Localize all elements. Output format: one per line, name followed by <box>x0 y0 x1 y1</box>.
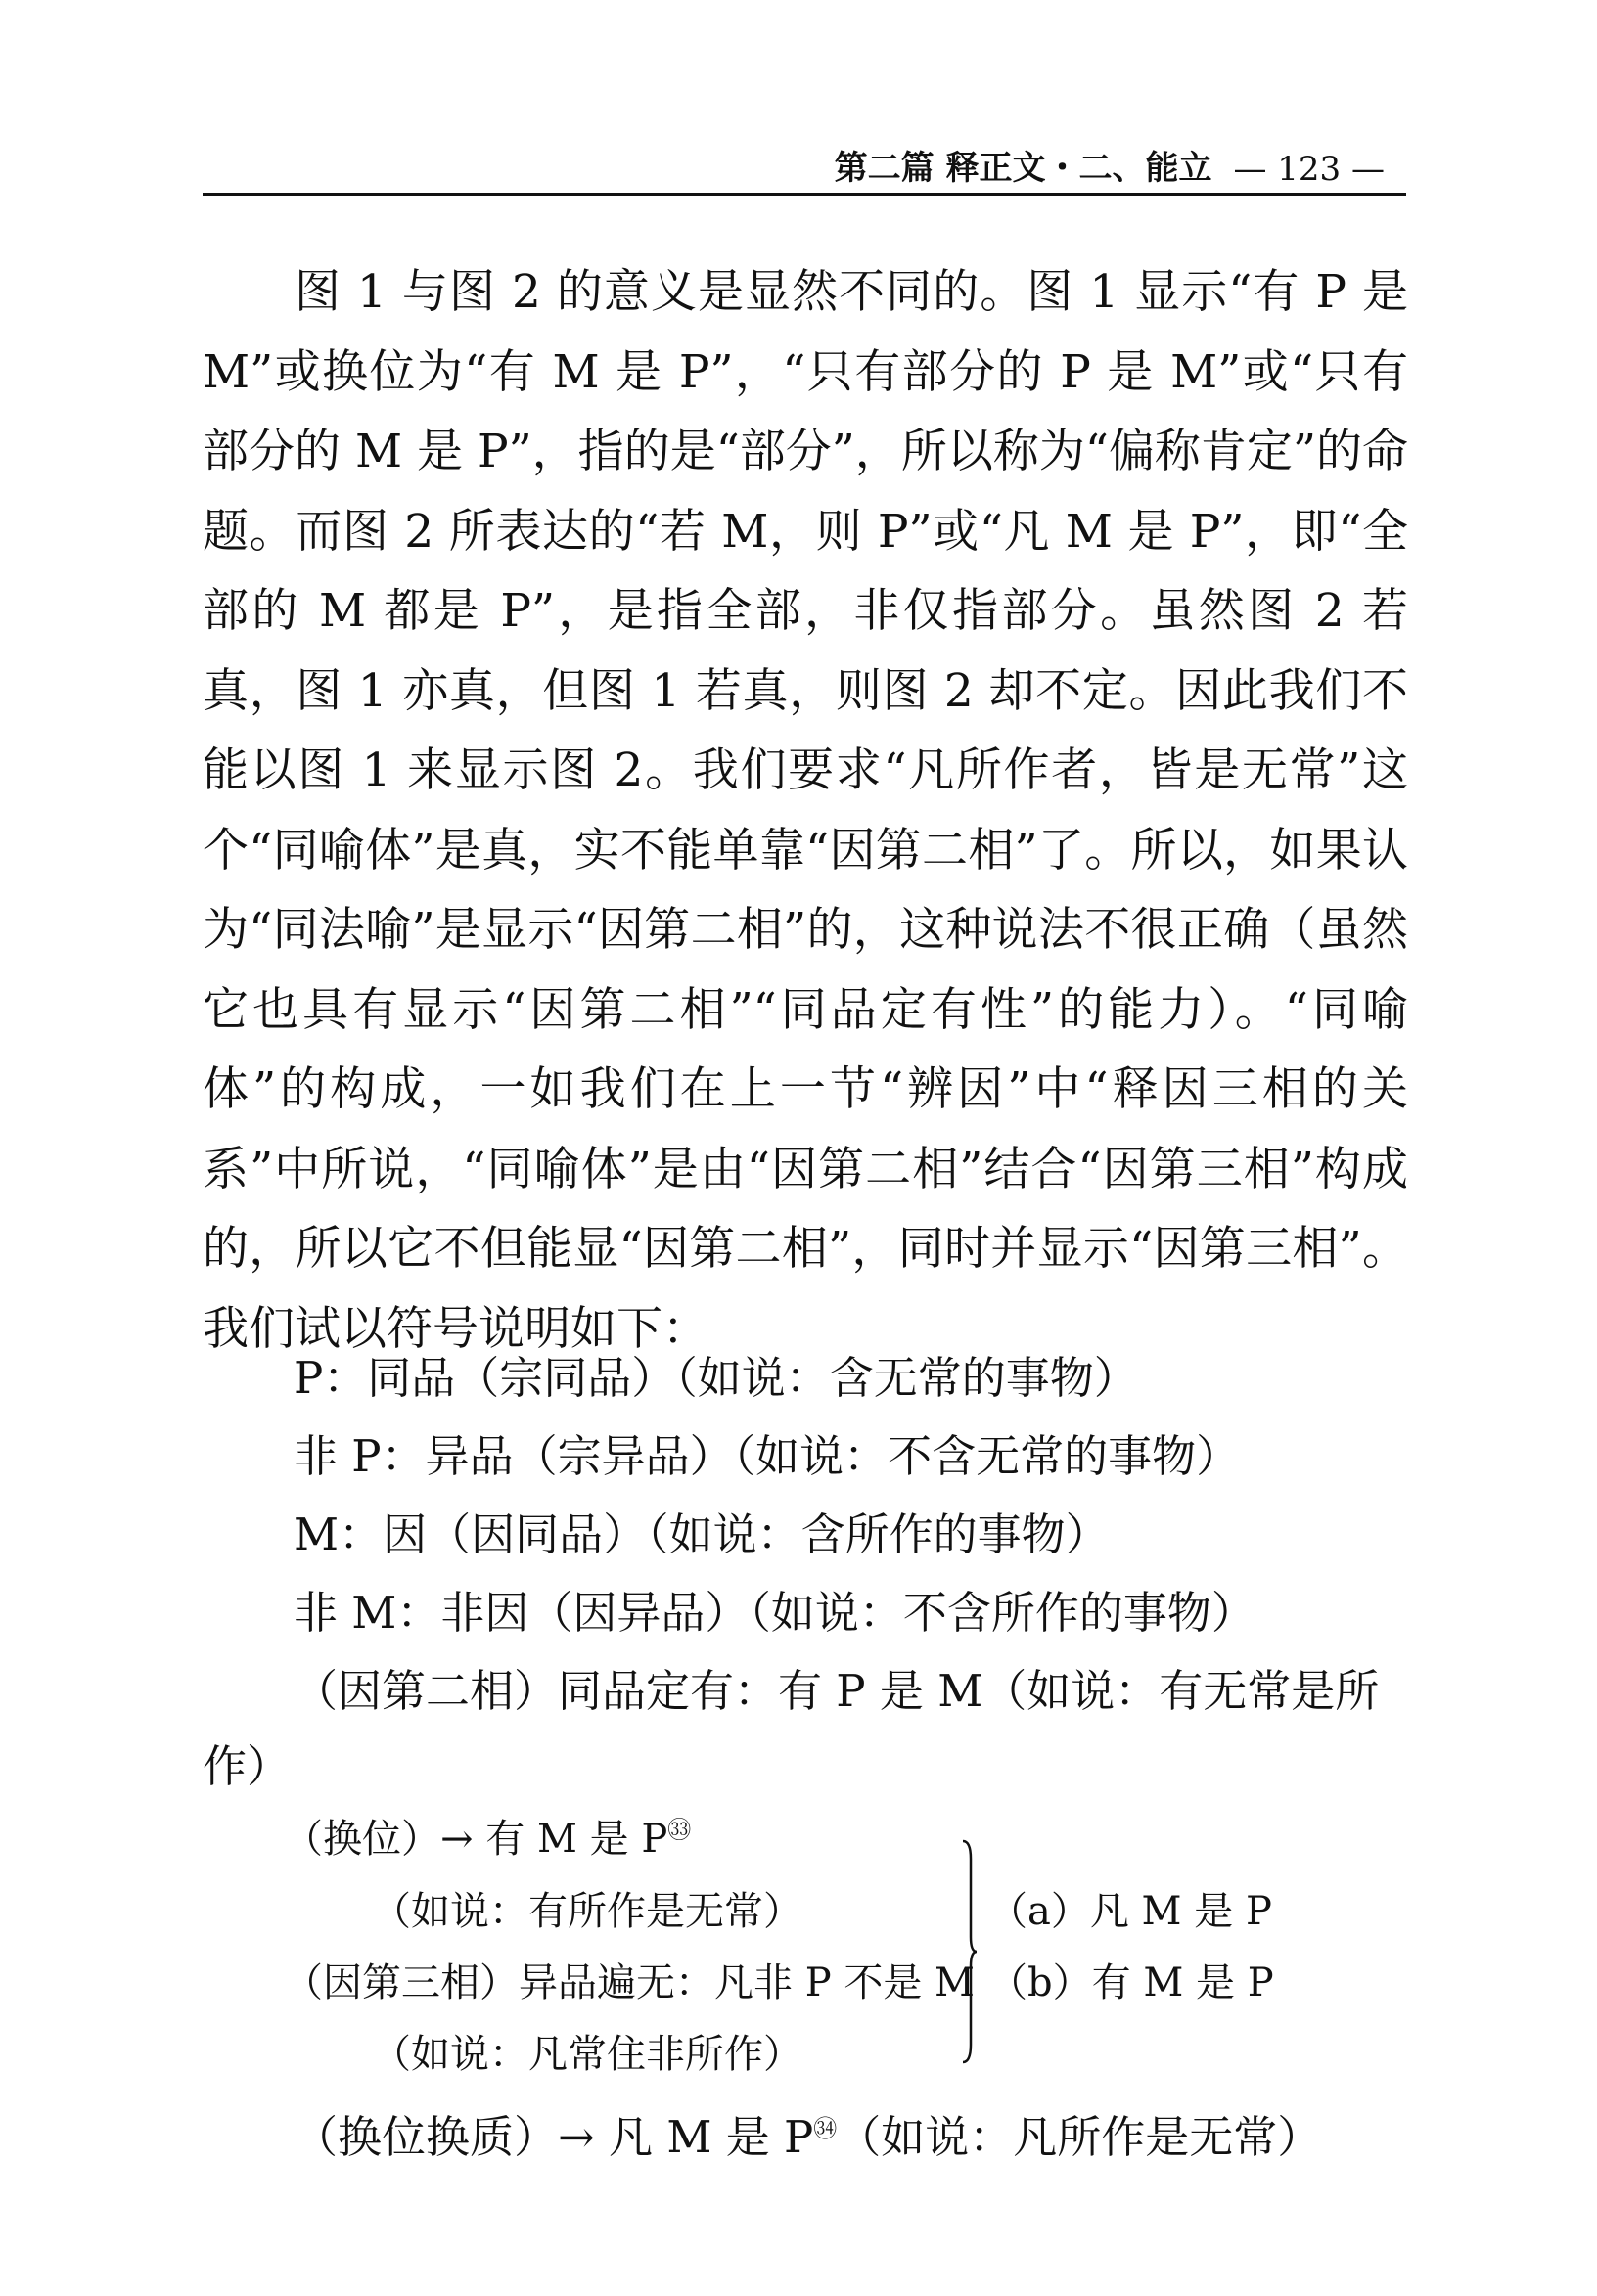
result-a: （a）凡 M 是 P <box>988 1889 1272 1934</box>
final-prefix: （换位换质）→ 凡 M 是 P <box>294 2111 814 2163</box>
final-line <box>294 2101 1321 2165</box>
conversion-text: （换位）→ 有 M 是 P <box>284 1817 668 1862</box>
definition-item: M：因（因同品）（如说：含所作的事物） <box>294 1508 1110 1560</box>
second-aspect-continuation: 作） <box>203 1740 292 1792</box>
conversion-example: （如说：有所作是无常） <box>372 1889 802 1934</box>
page-number: — 123 — <box>1233 150 1385 189</box>
footnote-mark-34: ㉞ <box>813 2115 838 2142</box>
brace-icon <box>961 1839 979 2064</box>
final-suffix: （如说：凡所作是无常） <box>837 2111 1322 2163</box>
conversion-line <box>284 1808 691 1864</box>
third-aspect-example: （如说：凡常住非所作） <box>372 2032 802 2077</box>
main-paragraph-block <box>203 252 1408 1369</box>
main-paragraph: 图 1 与图 2 的意义是显然不同的。图 1 显示“有 P 是 M”或换位为“有 M 是 P”，“只有部分的 P 是 M”或“只有部分的 M 是 P”，指的是“部分”，所以称为“偏称肯定”的命题。而图 2 所表达的“若 M，则 P”或“凡 M 是 P”，即“全部的 M 都是 P”，是指全部，非仅指部分。虽然图 2 若真，图 1 亦真，但图 1 若真，则图 2 却不定。因此我们不能以图 1 来显示图 2。我们要求“凡所作者，皆是无常”这个“同喻体”是真，实不能单靠“因第二相”了。所以，如果认为“同法喻”是显示“因第二相”的，这种说法不很正确（虽然它也具有显示“因第二相”“同品定有性”的能力）。“同喻体”的构成，一如我们在上一节“辨因”中“释因三相的关系”中所说，“同喻体”是由“因第二相”结合“因第三相”构成的，所以它不但能显“因第二相”，同时并显示“因第三相”。我们试以符号说明如下： <box>203 265 1408 1356</box>
footnote-mark-33: ㉝ <box>667 1816 692 1844</box>
result-b: （b）有 M 是 P <box>988 1960 1274 2005</box>
third-aspect-line: （因第三相）异品遍无：凡非 P 不是 M <box>284 1960 976 2005</box>
running-header <box>203 147 1406 196</box>
definition-item: P：同品（宗同品）（如说：含无常的事物） <box>294 1352 1138 1404</box>
second-aspect-line: （因第二相）同品定有：有 P 是 M（如说：有无常是所 <box>294 1665 1380 1717</box>
definition-item: 非 M：非因（因异品）（如说：不含所作的事物） <box>294 1587 1255 1639</box>
definition-list <box>294 1339 1379 1731</box>
chapter-title: 第二篇 释正文・二、能立 <box>834 149 1212 188</box>
definition-item: 非 P：异品（宗异品）（如说：不含无常的事物） <box>294 1430 1241 1482</box>
